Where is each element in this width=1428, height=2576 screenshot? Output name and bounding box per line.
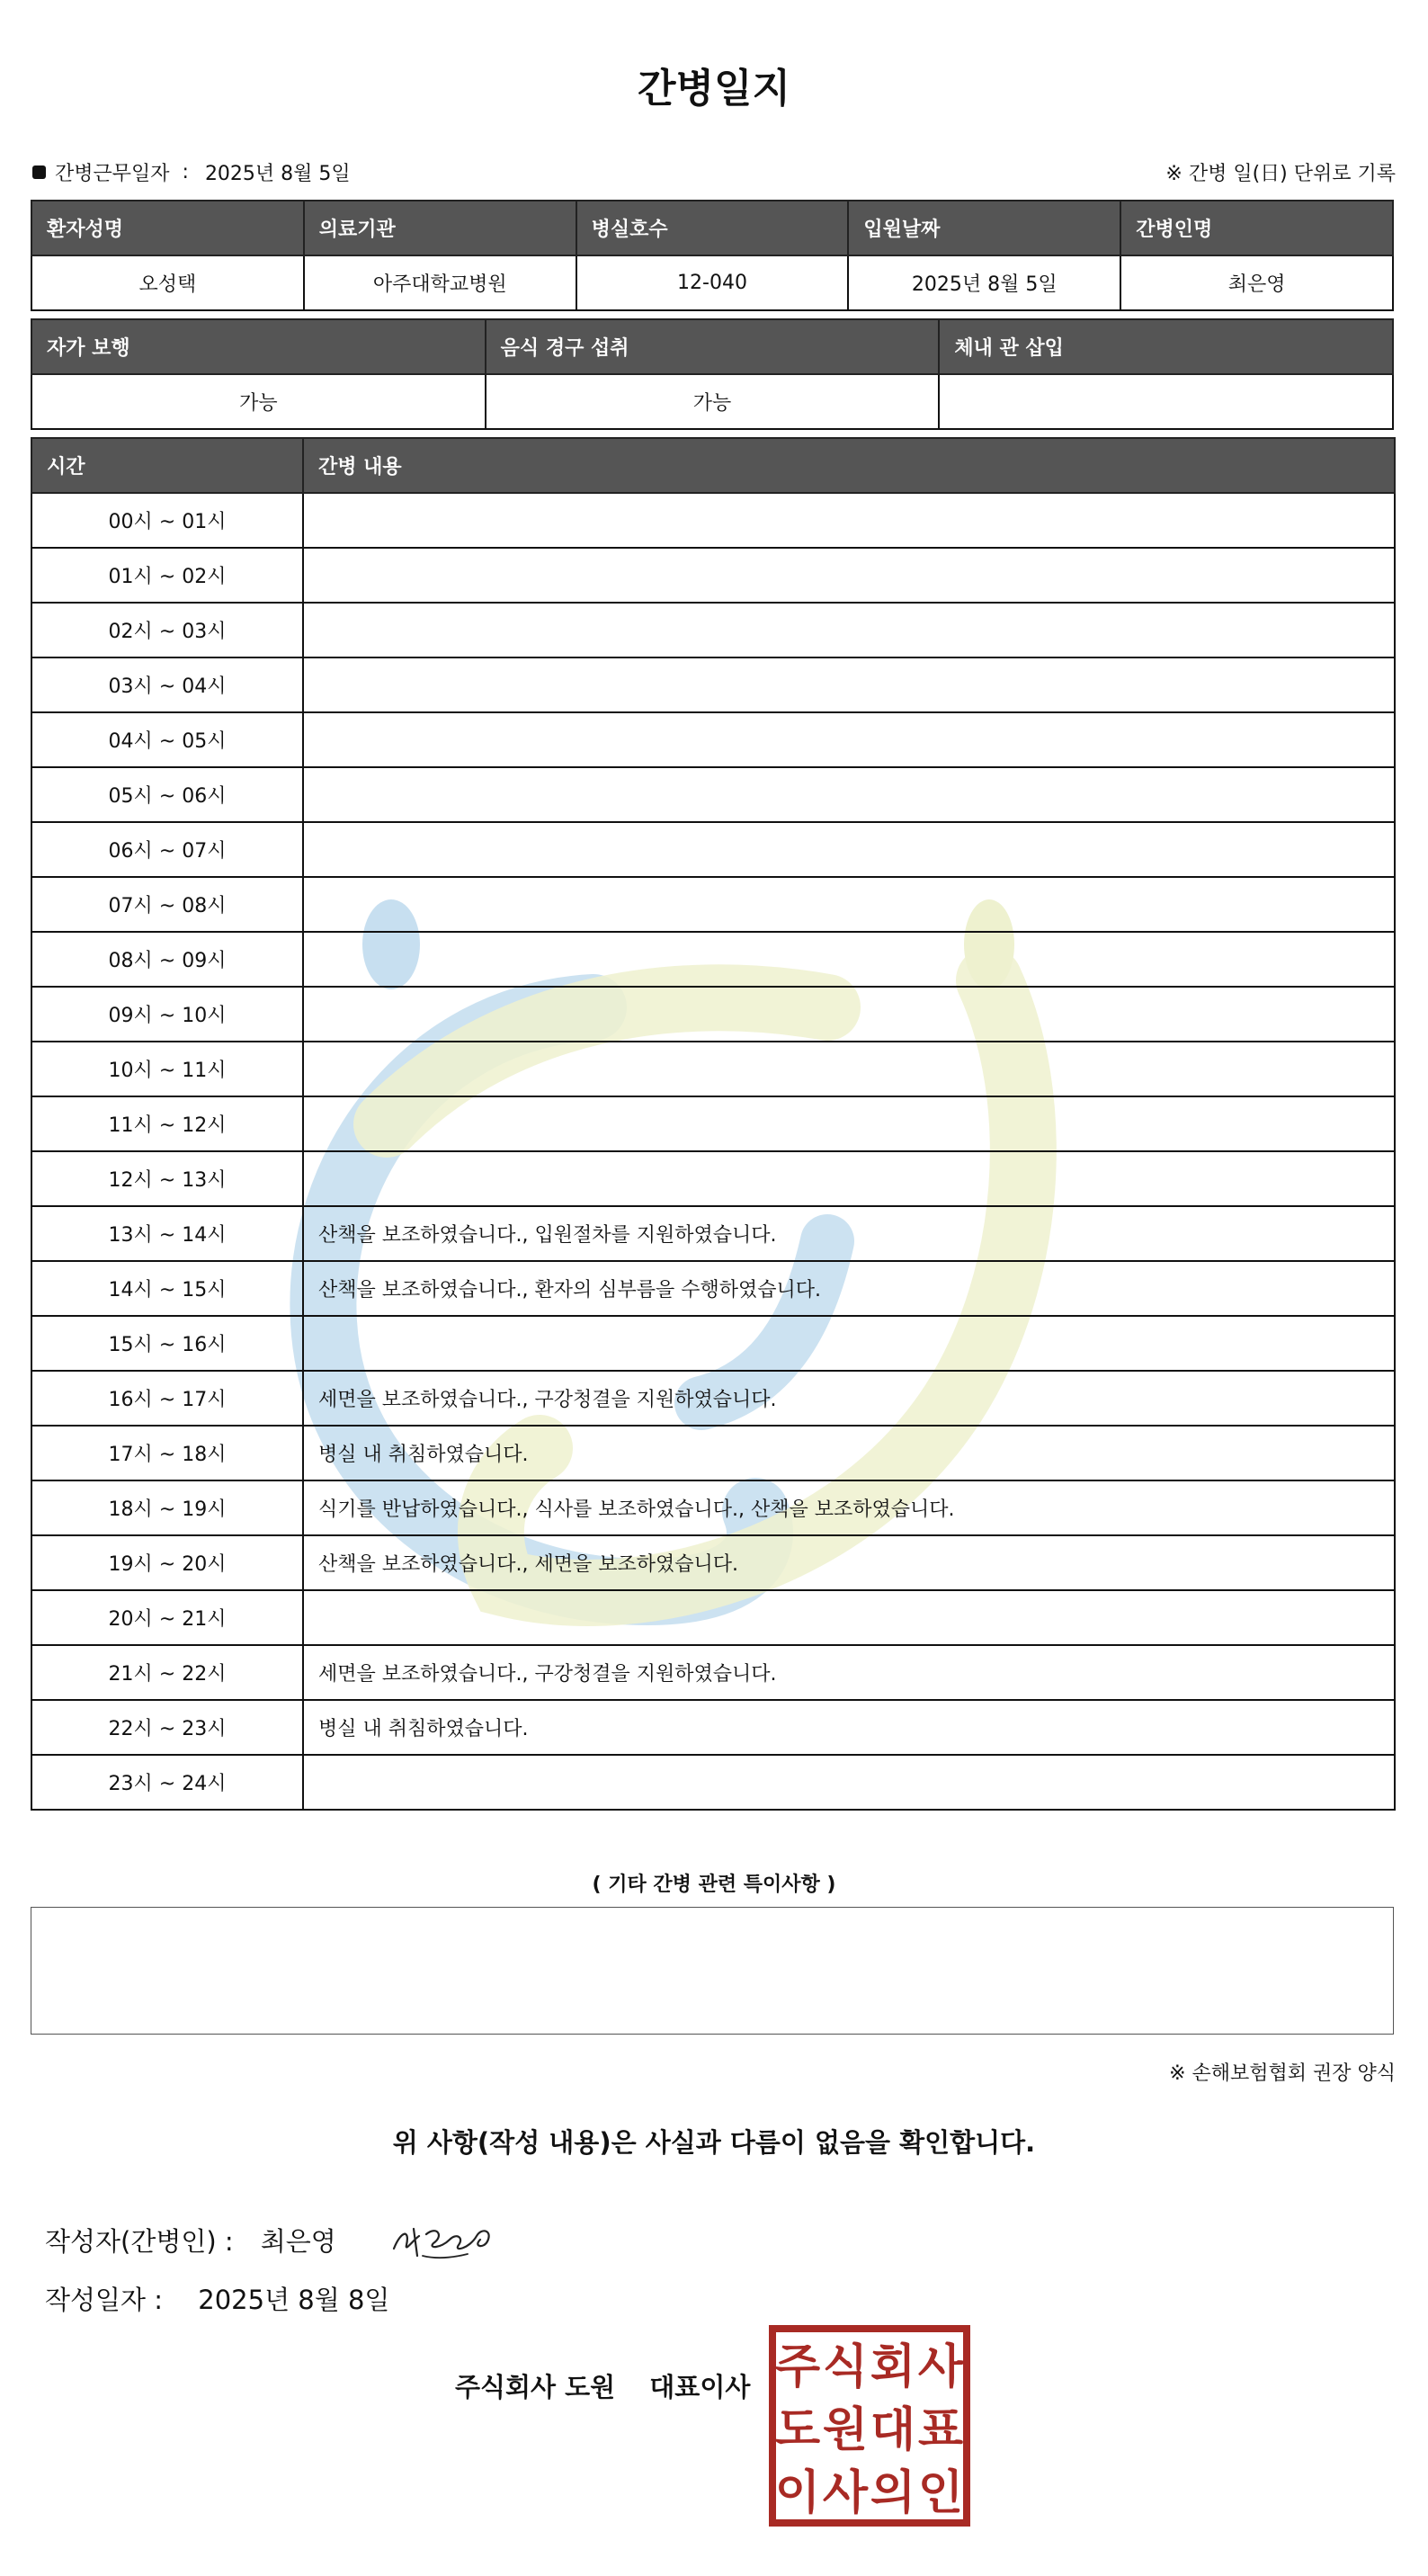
patient-info-value-row — [31, 255, 1393, 310]
seal-char: 주 — [774, 2340, 821, 2394]
log-content — [303, 548, 1395, 603]
written-date-value: 2025년 8월 8일 — [198, 2285, 390, 2315]
signature-image — [387, 2213, 504, 2267]
log-content: 병실 내 취침하였습니다. — [303, 1426, 1395, 1480]
log-content: 산책을 보조하였습니다., 세면을 보조하였습니다. — [303, 1535, 1395, 1590]
seal-char: 사 — [917, 2340, 964, 2394]
log-time: 11시 ~ 12시 — [31, 1096, 303, 1151]
log-content — [303, 712, 1395, 767]
seal-char: 원 — [822, 2403, 869, 2457]
header-hospital: 의료기관 — [304, 201, 576, 255]
log-content: 식기를 반납하였습니다., 식사를 보조하였습니다., 산책을 보조하였습니다. — [303, 1480, 1395, 1535]
seal-char: 대 — [870, 2403, 916, 2457]
log-content: 세면을 보조하였습니다., 구강청결을 지원하였습니다. — [303, 1645, 1395, 1700]
log-time: 20시 ~ 21시 — [31, 1590, 303, 1645]
table-row — [31, 822, 1395, 877]
log-time: 07시 ~ 08시 — [31, 877, 303, 932]
log-content — [303, 1755, 1395, 1810]
writer-name: 최은영 — [260, 2225, 336, 2257]
seal-char: 사 — [822, 2466, 869, 2520]
insurance-note: ※ 손해보험협회 권장 양식 — [1169, 2062, 1396, 2085]
table-row — [31, 603, 1395, 657]
company-seal — [769, 2325, 970, 2527]
log-content — [303, 877, 1395, 932]
care-log-table — [31, 437, 1396, 1811]
company-name: 주식회사 도원 — [455, 2372, 616, 2402]
log-content — [303, 932, 1395, 987]
hospital-name: 아주대학교병원 — [304, 255, 576, 310]
status-info-table — [31, 318, 1394, 430]
patient-info-header-row — [31, 201, 1393, 255]
admission-date: 2025년 8월 5일 — [848, 255, 1120, 310]
seal-char: 이 — [774, 2466, 821, 2520]
table-row — [31, 1590, 1395, 1645]
log-time: 08시 ~ 09시 — [31, 932, 303, 987]
record-note: ※ 간병 일(日) 단위로 기록 — [1165, 163, 1396, 185]
log-time: 17시 ~ 18시 — [31, 1426, 303, 1480]
special-notes-title: ( 기타 간병 관련 특이사항 ) — [592, 1874, 836, 1896]
work-date — [32, 158, 351, 186]
table-row — [31, 1042, 1395, 1096]
table-row — [31, 987, 1395, 1042]
log-time: 22시 ~ 23시 — [31, 1700, 303, 1755]
special-notes-box — [31, 1907, 1394, 2035]
seal-char: 인 — [917, 2466, 964, 2520]
log-time: 14시 ~ 15시 — [31, 1261, 303, 1316]
company-line — [455, 2367, 750, 2404]
seal-char: 의 — [870, 2466, 916, 2520]
table-row — [31, 1371, 1395, 1426]
table-row — [31, 1316, 1395, 1371]
header-tube-insertion: 체내 관 삽입 — [939, 319, 1393, 374]
log-time: 23시 ~ 24시 — [31, 1755, 303, 1810]
log-content — [303, 987, 1395, 1042]
seal-char: 회 — [870, 2340, 916, 2394]
company-role: 대표이사 — [649, 2372, 751, 2402]
log-content: 세면을 보조하였습니다., 구강청결을 지원하였습니다. — [303, 1371, 1395, 1426]
seal-char: 식 — [822, 2340, 869, 2394]
log-time: 09시 ~ 10시 — [31, 987, 303, 1042]
log-time: 19시 ~ 20시 — [31, 1535, 303, 1590]
bullet-icon — [32, 165, 46, 179]
writer-line — [45, 2213, 504, 2267]
log-time: 00시 ~ 01시 — [31, 493, 303, 548]
log-time: 13시 ~ 14시 — [31, 1206, 303, 1261]
log-time: 10시 ~ 11시 — [31, 1042, 303, 1096]
log-content: 산책을 보조하였습니다., 입원절차를 지원하였습니다. — [303, 1206, 1395, 1261]
table-row — [31, 1206, 1395, 1261]
log-content — [303, 822, 1395, 877]
tube-insertion-value — [939, 374, 1393, 429]
seal-char: 표 — [917, 2403, 964, 2457]
table-row — [31, 657, 1395, 712]
status-header-row — [31, 319, 1393, 374]
table-row — [31, 767, 1395, 822]
header-patient-name: 환자성명 — [31, 201, 304, 255]
table-row — [31, 1480, 1395, 1535]
oral-intake-value: 가능 — [486, 374, 940, 429]
table-row — [31, 877, 1395, 932]
log-content: 병실 내 취침하였습니다. — [303, 1700, 1395, 1755]
header-room: 병실호수 — [576, 201, 849, 255]
writer-label: 작성자(간병인) : — [45, 2225, 234, 2257]
table-row — [31, 1755, 1395, 1810]
log-time: 21시 ~ 22시 — [31, 1645, 303, 1700]
table-row — [31, 548, 1395, 603]
work-date-value: 2025년 8월 5일 — [204, 163, 351, 185]
table-row — [31, 1261, 1395, 1316]
written-date-line — [45, 2280, 389, 2317]
room-number: 12-040 — [576, 255, 849, 310]
table-row — [31, 1151, 1395, 1206]
patient-name: 오성택 — [31, 255, 304, 310]
log-content — [303, 1151, 1395, 1206]
log-content — [303, 767, 1395, 822]
header-self-walking: 자가 보행 — [31, 319, 486, 374]
table-row — [31, 493, 1395, 548]
log-time: 06시 ~ 07시 — [31, 822, 303, 877]
header-admission-date: 입원날짜 — [848, 201, 1120, 255]
log-content — [303, 493, 1395, 548]
log-content: 산책을 보조하였습니다., 환자의 심부름을 수행하였습니다. — [303, 1261, 1395, 1316]
table-row — [31, 932, 1395, 987]
log-content — [303, 1042, 1395, 1096]
table-row — [31, 712, 1395, 767]
self-walking-value: 가능 — [31, 374, 486, 429]
log-content — [303, 657, 1395, 712]
header-caregiver: 간병인명 — [1120, 201, 1393, 255]
log-content — [303, 1590, 1395, 1645]
work-date-label: 간병근무일자 — [55, 163, 170, 185]
log-time: 03시 ~ 04시 — [31, 657, 303, 712]
written-date-label: 작성일자 : — [45, 2285, 164, 2315]
log-time: 16시 ~ 17시 — [31, 1371, 303, 1426]
caregiver-name: 최은영 — [1120, 255, 1393, 310]
page-title: 간병일지 — [637, 66, 790, 112]
work-date-separator: : — [182, 161, 189, 183]
log-content — [303, 1316, 1395, 1371]
patient-info-table — [31, 200, 1394, 311]
confirmation-statement: 위 사항(작성 내용)은 사실과 다름이 없음을 확인합니다. — [392, 2127, 1036, 2158]
table-row — [31, 1645, 1395, 1700]
header-oral-intake: 음식 경구 섭취 — [486, 319, 940, 374]
table-row — [31, 1535, 1395, 1590]
header-time: 시간 — [31, 438, 303, 493]
log-content — [303, 1096, 1395, 1151]
header-care-content: 간병 내용 — [303, 438, 1395, 493]
status-value-row — [31, 374, 1393, 429]
log-time: 15시 ~ 16시 — [31, 1316, 303, 1371]
table-row — [31, 1426, 1395, 1480]
seal-char: 도 — [774, 2403, 821, 2457]
log-time: 18시 ~ 19시 — [31, 1480, 303, 1535]
log-time: 01시 ~ 02시 — [31, 548, 303, 603]
table-row — [31, 1096, 1395, 1151]
log-content — [303, 603, 1395, 657]
log-time: 02시 ~ 03시 — [31, 603, 303, 657]
log-time: 04시 ~ 05시 — [31, 712, 303, 767]
log-time: 05시 ~ 06시 — [31, 767, 303, 822]
log-time: 12시 ~ 13시 — [31, 1151, 303, 1206]
care-log-header-row — [31, 438, 1395, 493]
table-row — [31, 1700, 1395, 1755]
care-log-body — [31, 493, 1395, 1810]
